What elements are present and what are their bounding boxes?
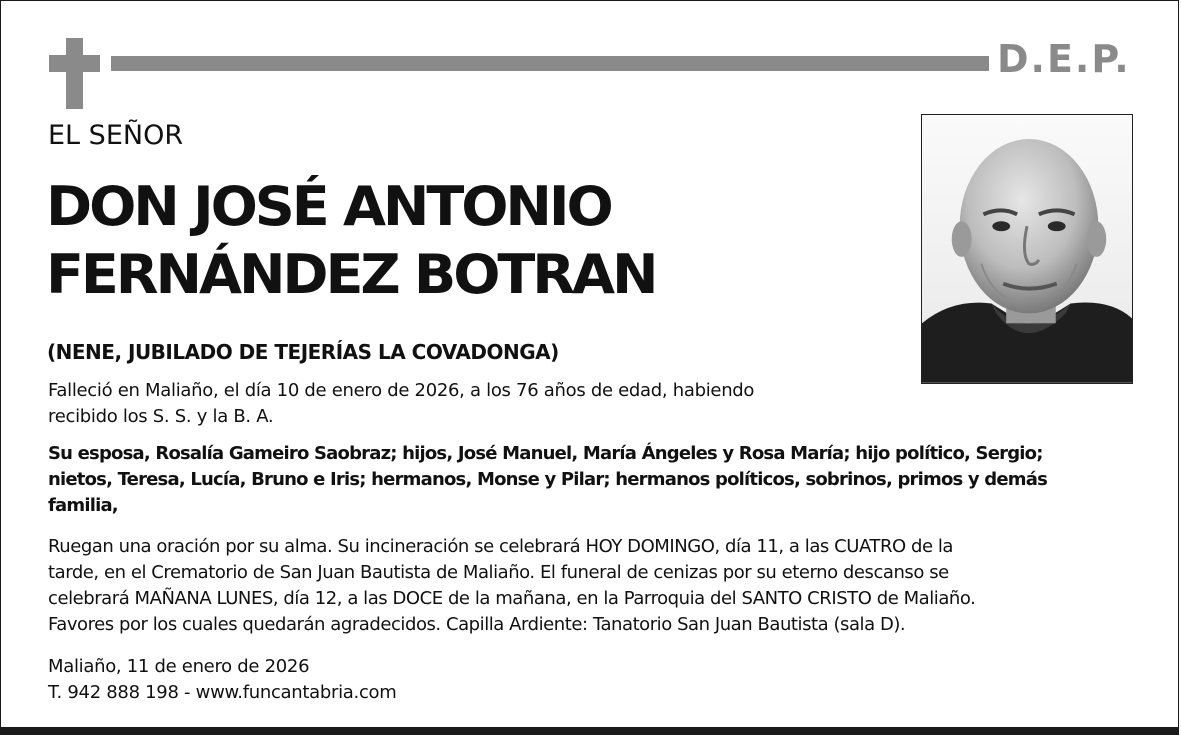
contact-info: T. 942 888 198 - www.funcantabria.com xyxy=(48,682,397,703)
cross-icon-bar xyxy=(49,55,100,72)
deceased-name xyxy=(46,173,655,309)
ceremony-details-line: Ruegan una oración por su alma. Su incineración se celebrará HOY DOMINGO, día 11, a las CUATRO de la xyxy=(48,536,954,557)
portrait-photo xyxy=(921,114,1133,384)
death-details xyxy=(48,378,878,430)
family-list xyxy=(48,441,1047,519)
ceremony-details xyxy=(48,534,975,638)
dep-label: D.E.P. xyxy=(997,37,1131,81)
portrait-illustration xyxy=(922,115,1132,383)
ceremony-details-line: celebrará MAÑANA LUNES, día 12, a las DOCE de la mañana, en la Parroquia del SANTO CRISTO de Maliaño. xyxy=(48,588,976,609)
deceased-name-line-1: DON JOSÉ ANTONIO xyxy=(46,175,611,238)
ceremony-details-line: tarde, en el Crematorio de San Juan Bautista de Maliaño. El funeral de cenizas por su eterno descanso se xyxy=(48,562,949,583)
death-details-line: recibido los S. S. y la B. A. xyxy=(48,406,274,427)
family-list-line: nietos, Teresa, Lucía, Bruno e Iris; hermanos, Monse y Pilar; hermanos políticos, sobrinos, primos y demás xyxy=(48,469,1047,490)
nickname: (NENE, JUBILADO DE TEJERÍAS LA COVADONGA) xyxy=(47,340,559,364)
family-list-line: familia, xyxy=(48,495,118,516)
header-rule xyxy=(111,56,989,71)
death-details-line: Falleció en Maliaño, el día 10 de enero de 2026, a los 76 años de edad, habiendo xyxy=(48,380,755,401)
title-prefix: EL SEÑOR xyxy=(48,120,184,151)
footer xyxy=(48,654,397,706)
family-list-line: Su esposa, Rosalía Gameiro Saobraz; hijos, José Manuel, María Ángeles y Rosa María; hijo político, Sergio; xyxy=(48,443,1043,464)
place-date: Maliaño, 11 de enero de 2026 xyxy=(48,656,310,677)
ceremony-details-line: Favores por los cuales quedarán agradecidos. Capilla Ardiente: Tanatorio San Juan Bautista (sala D). xyxy=(48,614,906,635)
deceased-name-line-2: FERNÁNDEZ BOTRAN xyxy=(46,243,656,306)
cross-icon xyxy=(66,38,83,109)
